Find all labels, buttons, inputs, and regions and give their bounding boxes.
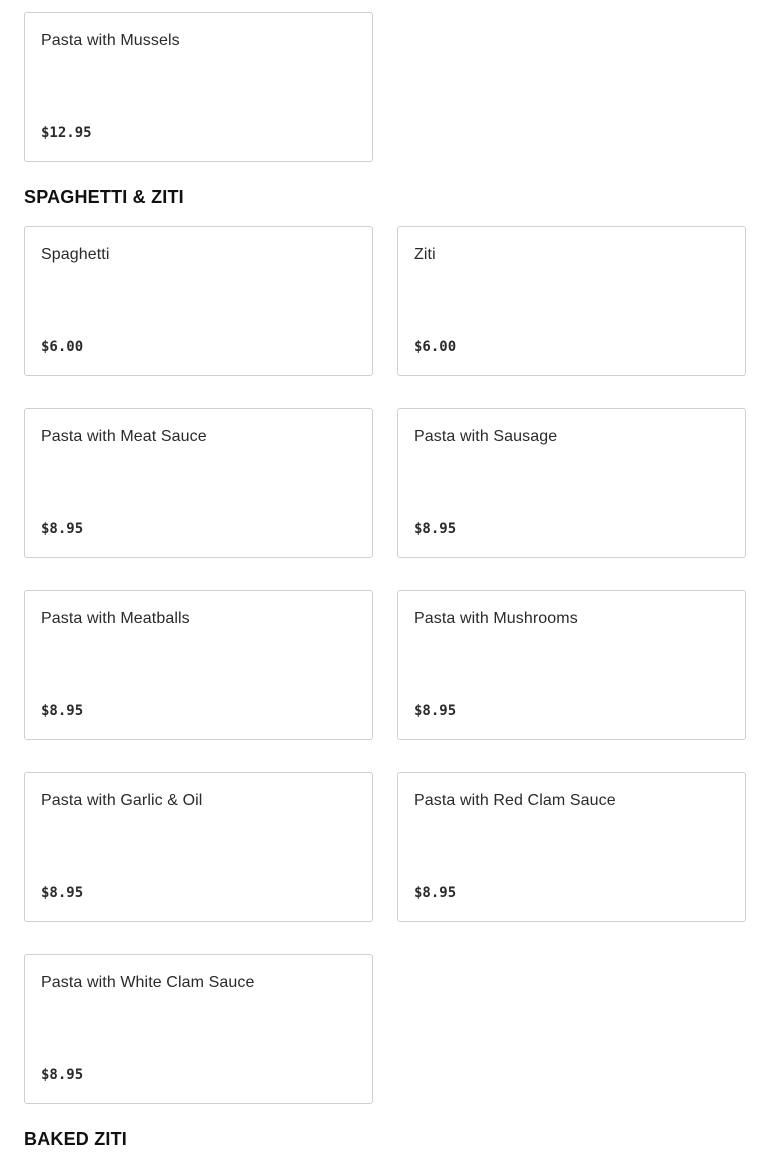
menu-item-price: $8.95 bbox=[41, 885, 84, 901]
menu-item-price: $8.95 bbox=[414, 885, 457, 901]
menu-item-name: Pasta with Meat Sauce bbox=[41, 428, 207, 445]
menu-item-card[interactable] bbox=[24, 954, 373, 1104]
menu-item-name: Pasta with Meatballs bbox=[41, 610, 190, 627]
menu-item-price: $8.95 bbox=[414, 703, 457, 719]
menu-item-price: $8.95 bbox=[41, 703, 84, 719]
menu-item-card[interactable] bbox=[397, 772, 746, 922]
menu-item-price: $8.95 bbox=[414, 521, 457, 537]
menu-item-card[interactable] bbox=[24, 12, 373, 162]
menu-item-name: Pasta with Garlic & Oil bbox=[41, 792, 203, 809]
menu-item-name: Ziti bbox=[414, 246, 436, 263]
menu-item-price: $6.00 bbox=[41, 339, 84, 355]
section-heading-baked-ziti: BAKED ZITI bbox=[24, 1129, 127, 1149]
menu-item-name: Pasta with Mushrooms bbox=[414, 610, 578, 627]
menu-item-name: Pasta with Red Clam Sauce bbox=[414, 792, 616, 809]
menu-item-card[interactable] bbox=[24, 590, 373, 740]
menu-item-card[interactable] bbox=[397, 408, 746, 558]
menu-item-card[interactable] bbox=[24, 226, 373, 376]
menu-item-name: Pasta with Mussels bbox=[41, 32, 180, 49]
menu-item-name: Pasta with Sausage bbox=[414, 428, 558, 445]
menu-item-name: Spaghetti bbox=[41, 246, 110, 263]
menu-item-price: $8.95 bbox=[41, 521, 84, 537]
menu-item-card[interactable] bbox=[397, 226, 746, 376]
menu-item-card[interactable] bbox=[397, 590, 746, 740]
menu-item-card[interactable] bbox=[24, 408, 373, 558]
menu-item-price: $12.95 bbox=[41, 125, 92, 141]
menu-item-price: $8.95 bbox=[41, 1067, 84, 1083]
section-heading-spaghetti-ziti: SPAGHETTI & ZITI bbox=[24, 187, 184, 207]
menu-item-card[interactable] bbox=[24, 772, 373, 922]
menu-item-name: Pasta with White Clam Sauce bbox=[41, 974, 255, 991]
menu-item-price: $6.00 bbox=[414, 339, 457, 355]
